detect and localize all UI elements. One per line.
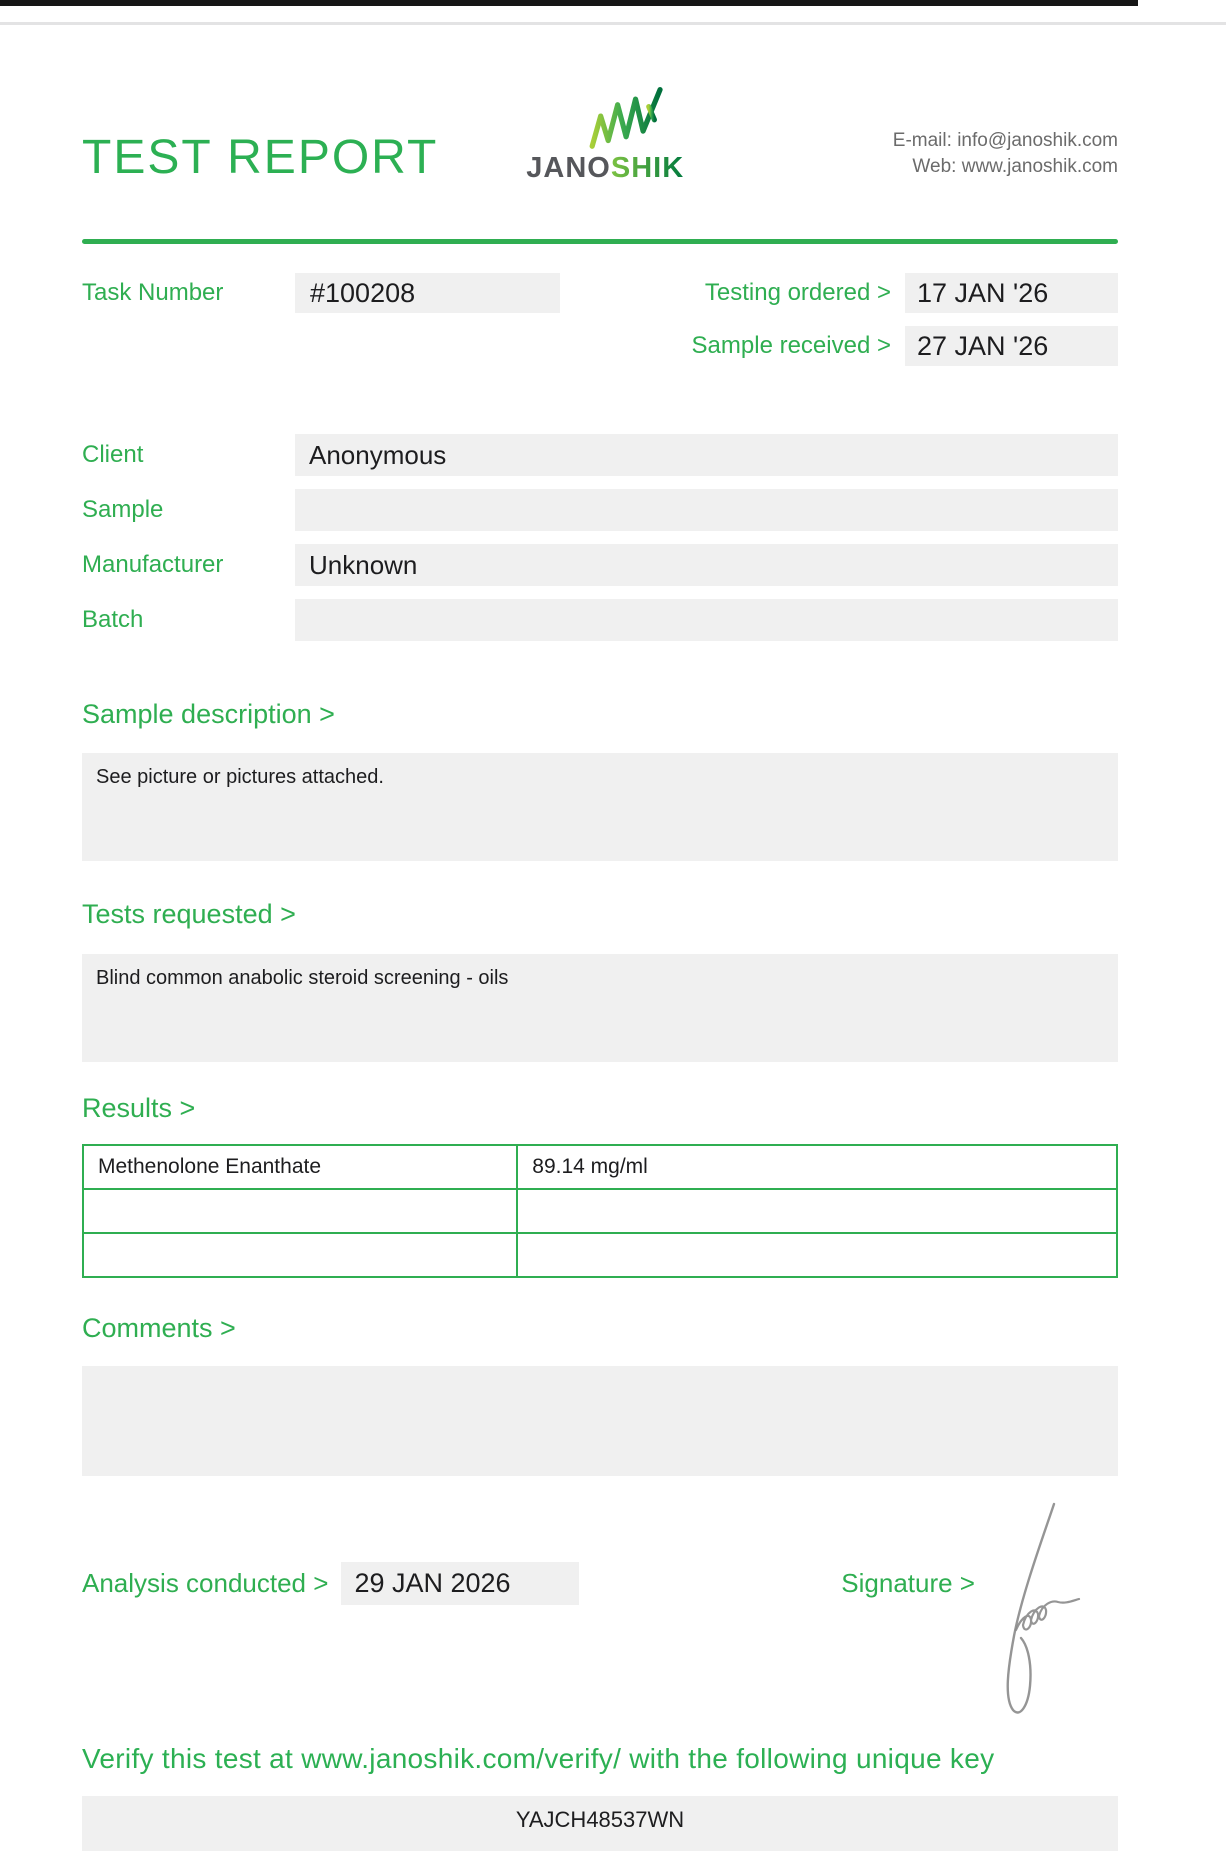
comments-box [82,1366,1118,1476]
result-value [517,1233,1117,1277]
result-value [517,1189,1117,1233]
manufacturer-label: Manufacturer [82,551,224,578]
sample-value [295,489,1118,531]
top-divider-line [0,22,1226,25]
logo-wordmark [526,152,684,185]
web-label: Web: [912,156,957,178]
comments-heading: Comments > [82,1313,236,1343]
testing-ordered-value: 17 JAN '26 [905,273,1118,313]
analysis-conducted-label: Analysis conducted > [82,1568,329,1598]
results-heading: Results > [82,1093,196,1123]
testing-ordered-label: Testing ordered > [704,279,891,306]
sample-label: Sample [82,496,164,523]
web-value: www.janoshik.com [961,156,1118,178]
result-value: 89.14 mg/ml [517,1145,1117,1189]
info-section [82,434,1118,641]
result-analyte: Methenolone Enanthate [83,1145,517,1189]
report-header [82,84,1118,185]
client-label: Client [82,441,144,468]
task-number-label: Task Number [82,279,224,306]
batch-row [82,599,1118,641]
signature-label: Signature > [841,1568,975,1598]
contact-web-line [893,154,1118,181]
results-row-3 [83,1233,1117,1277]
result-analyte [83,1189,517,1233]
page-title: TEST REPORT [82,131,439,185]
task-number-value: #100208 [295,273,560,313]
client-value: Anonymous [295,434,1118,476]
sample-received-label: Sample received > [691,332,891,359]
sample-description-heading: Sample description > [82,699,335,729]
email-label: E-mail: [892,129,952,151]
analysis-conducted-value: 29 JAN 2026 [341,1562,579,1605]
test-report-page [0,84,1226,1851]
contact-email-line [893,128,1118,155]
results-row-1 [83,1145,1117,1189]
chart-trend-icon [584,84,672,150]
verification-key: YAJCH48537WN [82,1796,1118,1851]
janoshik-logo [526,84,684,185]
task-number-row [82,273,692,366]
results-table [82,1144,1118,1278]
top-black-bar [0,0,1138,6]
analysis-signature-row [82,1562,1118,1605]
manufacturer-row [82,544,1118,586]
results-row-2 [83,1189,1117,1233]
signature-scribble-icon [986,1498,1086,1726]
header-divider-rule [82,239,1118,244]
client-row [82,434,1118,476]
dates-block [692,273,1118,366]
testing-ordered-row [692,273,1118,313]
tests-requested-heading: Tests requested > [82,899,296,929]
verify-instruction: Verify this test at www.janoshik.com/verify/ with the following unique key [82,1743,995,1774]
logo-shik: SHIK [610,152,685,184]
logo-jano: JANO [526,152,611,184]
result-analyte [83,1233,517,1277]
sample-row [82,489,1118,531]
batch-label: Batch [82,606,144,633]
email-value: info@janoshik.com [957,129,1118,151]
tests-requested-box: Blind common anabolic steroid screening - oils [82,954,1118,1062]
task-section [82,273,1118,366]
sample-received-value: 27 JAN '26 [905,326,1118,366]
manufacturer-value: Unknown [295,544,1118,586]
batch-value [295,599,1118,641]
sample-received-row [692,326,1118,366]
contact-block [893,128,1118,185]
sample-description-box: See picture or pictures attached. [82,753,1118,861]
